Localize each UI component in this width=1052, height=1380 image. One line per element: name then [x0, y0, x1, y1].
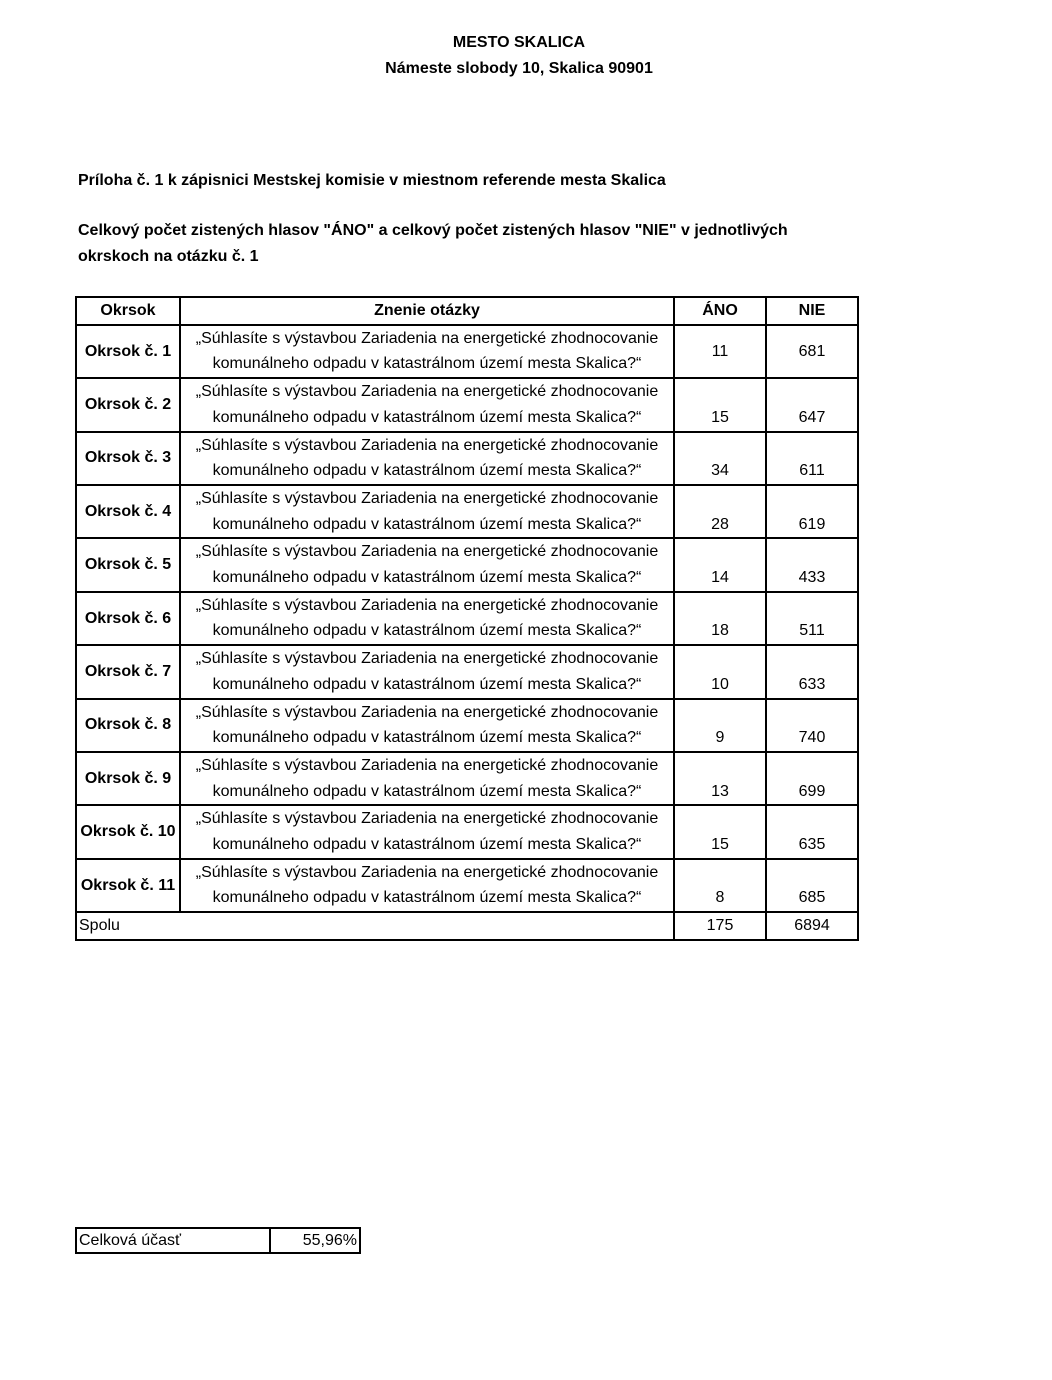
- district-name: Okrsok č. 6: [76, 592, 180, 645]
- city-address: Námeste slobody 10, Skalica 90901: [385, 60, 653, 77]
- no-count: 635: [766, 805, 858, 858]
- question-text: „Súhlasíte s výstavbou Zariadenia na energetické zhodnocovanie komunálneho odpadu v katastrálnom území mesta Skalica?“: [180, 859, 674, 912]
- total-label: Spolu: [76, 912, 674, 940]
- table-row: [76, 325, 858, 378]
- header-no: NIE: [766, 297, 858, 325]
- table-row: [76, 485, 858, 538]
- yes-count: 34: [674, 432, 766, 485]
- table-row: [76, 538, 858, 591]
- no-count: 433: [766, 538, 858, 591]
- question-text: „Súhlasíte s výstavbou Zariadenia na energetické zhodnocovanie komunálneho odpadu v katastrálnom území mesta Skalica?“: [180, 645, 674, 698]
- no-count: 619: [766, 485, 858, 538]
- turnout-table: [75, 1227, 361, 1254]
- total-row: [76, 912, 858, 940]
- question-text: „Súhlasíte s výstavbou Zariadenia na energetické zhodnocovanie komunálneho odpadu v katastrálnom území mesta Skalica?“: [180, 752, 674, 805]
- total-yes: 175: [674, 912, 766, 940]
- yes-count: 28: [674, 485, 766, 538]
- question-text: „Súhlasíte s výstavbou Zariadenia na energetické zhodnocovanie komunálneho odpadu v katastrálnom území mesta Skalica?“: [180, 805, 674, 858]
- district-name: Okrsok č. 3: [76, 432, 180, 485]
- no-count: 611: [766, 432, 858, 485]
- district-name: Okrsok č. 7: [76, 645, 180, 698]
- district-name: Okrsok č. 10: [76, 805, 180, 858]
- no-count: 633: [766, 645, 858, 698]
- turnout-value: 55,96%: [270, 1228, 360, 1253]
- table-row: [76, 699, 858, 752]
- yes-count: 15: [674, 378, 766, 431]
- yes-count: 15: [674, 805, 766, 858]
- district-name: Okrsok č. 4: [76, 485, 180, 538]
- table-row: [76, 859, 858, 912]
- yes-count: 14: [674, 538, 766, 591]
- total-no: 6894: [766, 912, 858, 940]
- annex-title: Príloha č. 1 k zápisnici Mestskej komisie v miestnom referende mesta Skalica: [78, 172, 666, 189]
- table-description: Celkový počet zistených hlasov "ÁNO" a celkový počet zistených hlasov "NIE" v jednotlivých okrskoch na otázku č. 1: [78, 222, 788, 265]
- turnout-label: Celková účasť: [76, 1228, 270, 1253]
- no-count: 681: [766, 325, 858, 378]
- yes-count: 10: [674, 645, 766, 698]
- yes-count: 13: [674, 752, 766, 805]
- header-question: Znenie otázky: [180, 297, 674, 325]
- table-header-row: [76, 297, 858, 325]
- district-name: Okrsok č. 9: [76, 752, 180, 805]
- yes-count: 11: [674, 325, 766, 378]
- no-count: 699: [766, 752, 858, 805]
- yes-count: 18: [674, 592, 766, 645]
- district-name: Okrsok č. 11: [76, 859, 180, 912]
- header-district: Okrsok: [76, 297, 180, 325]
- yes-count: 9: [674, 699, 766, 752]
- table-row: [76, 592, 858, 645]
- table-row: [76, 805, 858, 858]
- no-count: 685: [766, 859, 858, 912]
- district-name: Okrsok č. 1: [76, 325, 180, 378]
- question-text: „Súhlasíte s výstavbou Zariadenia na energetické zhodnocovanie komunálneho odpadu v katastrálnom území mesta Skalica?“: [180, 699, 674, 752]
- no-count: 647: [766, 378, 858, 431]
- question-text: „Súhlasíte s výstavbou Zariadenia na energetické zhodnocovanie komunálneho odpadu v katastrálnom území mesta Skalica?“: [180, 378, 674, 431]
- yes-count: 8: [674, 859, 766, 912]
- no-count: 740: [766, 699, 858, 752]
- table-row: [76, 752, 858, 805]
- question-text: „Súhlasíte s výstavbou Zariadenia na energetické zhodnocovanie komunálneho odpadu v katastrálnom území mesta Skalica?“: [180, 432, 674, 485]
- table-row: [76, 378, 858, 431]
- header-yes: ÁNO: [674, 297, 766, 325]
- question-text: „Súhlasíte s výstavbou Zariadenia na energetické zhodnocovanie komunálneho odpadu v katastrálnom území mesta Skalica?“: [180, 592, 674, 645]
- district-name: Okrsok č. 5: [76, 538, 180, 591]
- results-table: [75, 296, 859, 941]
- question-text: „Súhlasíte s výstavbou Zariadenia na energetické zhodnocovanie komunálneho odpadu v katastrálnom území mesta Skalica?“: [180, 325, 674, 378]
- city-name: MESTO SKALICA: [452, 34, 586, 51]
- question-text: „Súhlasíte s výstavbou Zariadenia na energetické zhodnocovanie komunálneho odpadu v katastrálnom území mesta Skalica?“: [180, 485, 674, 538]
- table-row: [76, 645, 858, 698]
- district-name: Okrsok č. 2: [76, 378, 180, 431]
- district-name: Okrsok č. 8: [76, 699, 180, 752]
- table-row: [76, 432, 858, 485]
- no-count: 511: [766, 592, 858, 645]
- question-text: „Súhlasíte s výstavbou Zariadenia na energetické zhodnocovanie komunálneho odpadu v katastrálnom území mesta Skalica?“: [180, 538, 674, 591]
